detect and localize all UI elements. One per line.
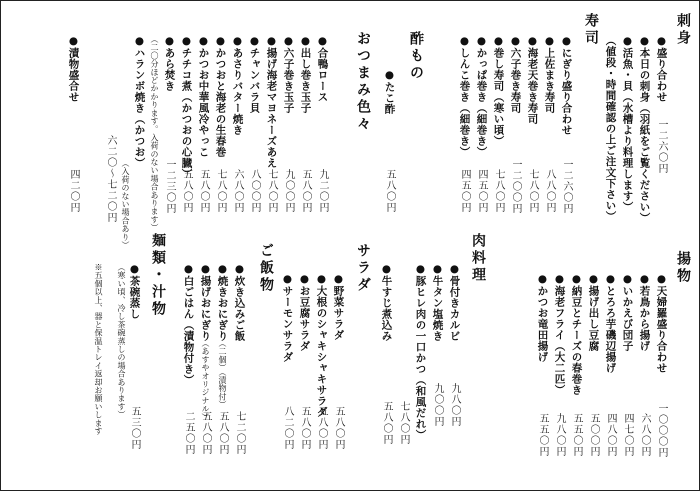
menu-item: ●六子巻き寿司 (509, 35, 522, 114)
menu-item: ●骨付きカルビ (448, 263, 461, 342)
menu-price: 一二六〇円 (656, 119, 667, 174)
menu-note: （寒い頃、冷し茶碗蒸しの場合あります） (117, 263, 126, 419)
menu-price: 二五〇円 (183, 411, 194, 455)
menu-price: 五八〇円 (316, 406, 327, 450)
menu-item: ●茶碗蒸し (128, 263, 141, 320)
menu-note: （値段・時間確認の上ご注文下さい） (604, 35, 617, 222)
menu-item: ●白ごはん（漬物付き） (182, 263, 195, 386)
menu-price: 七八〇円 (266, 169, 277, 213)
menu-item: ●かつお中華風冷やっこ (197, 35, 210, 158)
menu-price: 六八〇円 (232, 169, 243, 213)
menu-item: ●納豆とチーズの春巻き (570, 273, 583, 396)
menu-item: ●チチコ煮（かつおの心臓） (180, 35, 193, 180)
menu-price: 八二〇円 (282, 406, 293, 450)
menu-price: 四二〇円 (68, 169, 79, 213)
menu-item: ●海老フライ（大二匹） (553, 273, 566, 396)
menu-price: 四五〇円 (476, 169, 487, 213)
menu-item: ●合鴨ロース (316, 35, 329, 103)
menu-item: ●揚げ出し豆腐 (587, 273, 600, 352)
menu-price: 五八〇円 (384, 169, 395, 213)
menu-price: 五〇〇円 (588, 413, 599, 457)
menu-item: ●本日の刺身（羽紙をご覧ください） (638, 35, 651, 224)
menu-price: 五八〇円 (200, 411, 211, 455)
menu-item: ●六子巻き玉子 (282, 35, 295, 114)
menu-item: ●揚げおにぎり (199, 263, 212, 342)
menu-item: ●若鳥から揚げ (638, 273, 651, 352)
menu-price: 五八〇円 (299, 406, 310, 450)
heading-menrui: 麺類・汁物 (150, 233, 166, 318)
menu-price: 九二〇円 (317, 169, 328, 213)
menu-price: 四五〇円 (459, 169, 470, 213)
menu-item: ●いかえび団子 (621, 273, 634, 352)
menu-item: ●野菜サラダ (332, 273, 345, 341)
menu-item: ●炊き込みご飯 (233, 263, 246, 342)
menu-price: 五八〇円 (381, 401, 392, 445)
menu-item: ●にぎり盛り合わせ (560, 35, 573, 136)
menu-price: 五八〇円 (217, 411, 228, 455)
menu-note: （あすやオリジナル） (201, 339, 210, 421)
menu-item: ●巻し寿司（寒い頃） (492, 35, 505, 147)
menu-price: 五三〇円 (129, 406, 140, 450)
menu-item: ●大根のシャキシャキサラダ (315, 273, 328, 418)
menu-price: 九八〇円 (449, 383, 460, 427)
heading-salad: サラダ (355, 243, 371, 294)
menu-item: ●出し巻き玉子 (299, 35, 312, 114)
menu-price: 一〇〇〇円 (656, 403, 667, 458)
menu-price: 五八〇円 (333, 406, 344, 450)
menu-item: ●天婦羅盛り合わせ (655, 273, 668, 374)
menu-price: 七八〇円 (493, 169, 504, 213)
menu-item: ●焼きおにぎり (216, 263, 229, 342)
menu-price: 五五〇円 (571, 413, 582, 457)
menu-item: ●かつお竜田揚げ (536, 273, 549, 363)
heading-gohan: ご飯物 (258, 243, 274, 294)
menu-price: 四八〇円 (605, 413, 616, 457)
menu-item: ●たこ酢 (383, 69, 396, 115)
menu-item: ●サーモンサラダ (281, 273, 294, 363)
heading-niku: 肉料理 (470, 233, 486, 284)
menu-item: ●上佐まき寿司 (543, 35, 556, 114)
menu-price: 一二三〇円 (164, 159, 175, 214)
menu-price: 九〇〇円 (432, 383, 443, 427)
menu-price: 八八〇円 (544, 169, 555, 213)
heading-agemono: 揚物 (675, 251, 691, 285)
menu-price: 九八〇円 (554, 413, 565, 457)
menu-item: ●盛り合わせ (655, 35, 668, 103)
menu-item: ●牛タン塩焼き (431, 263, 444, 342)
menu-price: 八〇〇円 (249, 169, 260, 213)
menu-item: ●チャンバラ貝 (248, 35, 261, 114)
menu-item: ●お豆腐サラダ (298, 273, 311, 352)
menu-item: ●かつおと海老の生春巻 (214, 35, 227, 158)
footnote: ※五個以上、器と保温トレイ返却お願いします (94, 263, 103, 436)
menu-item: ●かっぱ巻き（細巻き） (475, 35, 488, 158)
menu-price: 七八〇円 (527, 169, 538, 213)
menu-price: 一二六〇円 (561, 159, 572, 214)
menu-price: 九〇〇円 (283, 169, 294, 213)
menu-item: ●あら焚き (163, 35, 176, 92)
heading-sushi: 寿司 (583, 13, 599, 47)
menu-price: 六八〇円 (639, 413, 650, 457)
menu-price: 五八〇円 (198, 169, 209, 213)
menu-price: 七八〇円 (398, 401, 409, 445)
menu-price: 五八〇円 (300, 169, 311, 213)
menu-price: 一二〇〇円 (510, 159, 521, 214)
menu-note: （入荷のない場合あり） (121, 159, 130, 250)
menu-item: ●あさりバター焼き (231, 35, 244, 136)
menu-item: ●とろろ芋磯辺揚げ (604, 273, 617, 374)
menu-price: 七二〇円 (234, 411, 245, 455)
menu-item: ●ハランボ焼き（かつお） (133, 35, 146, 169)
heading-sunomono: 酢もの (408, 31, 424, 82)
menu-price: 五五〇円 (537, 413, 548, 457)
menu-item: ●揚げ海老マヨネーズあえ (265, 35, 278, 169)
menu-item: ●牛すじ煮込み (380, 263, 393, 342)
menu-item: ●活魚・貝（水槽より料理します） (621, 35, 634, 213)
menu-note: （二〇分ほどかかります。入荷のない場合あります） (150, 35, 159, 232)
heading-sashimi: 刺身 (675, 13, 691, 47)
menu-note: （二個）（漬物付） (218, 339, 227, 409)
menu-item: ●豚ヒレ肉の一口かつ（和風だれ） (414, 263, 427, 441)
heading-otsumami: おつまみ色々 (355, 31, 371, 133)
menu-price: 五八〇円 (181, 169, 192, 213)
menu-price: 四七〇円 (622, 413, 633, 457)
menu-item: ●海老天巻き寿司 (526, 35, 539, 125)
menu-price: 七八〇円 (215, 169, 226, 213)
menu-item: ●漬物盛合せ (67, 35, 80, 103)
menu-item: ●しんこ巻き（細巻き） (458, 35, 471, 158)
menu-price: 六二〇〜七二〇円 (105, 135, 116, 223)
